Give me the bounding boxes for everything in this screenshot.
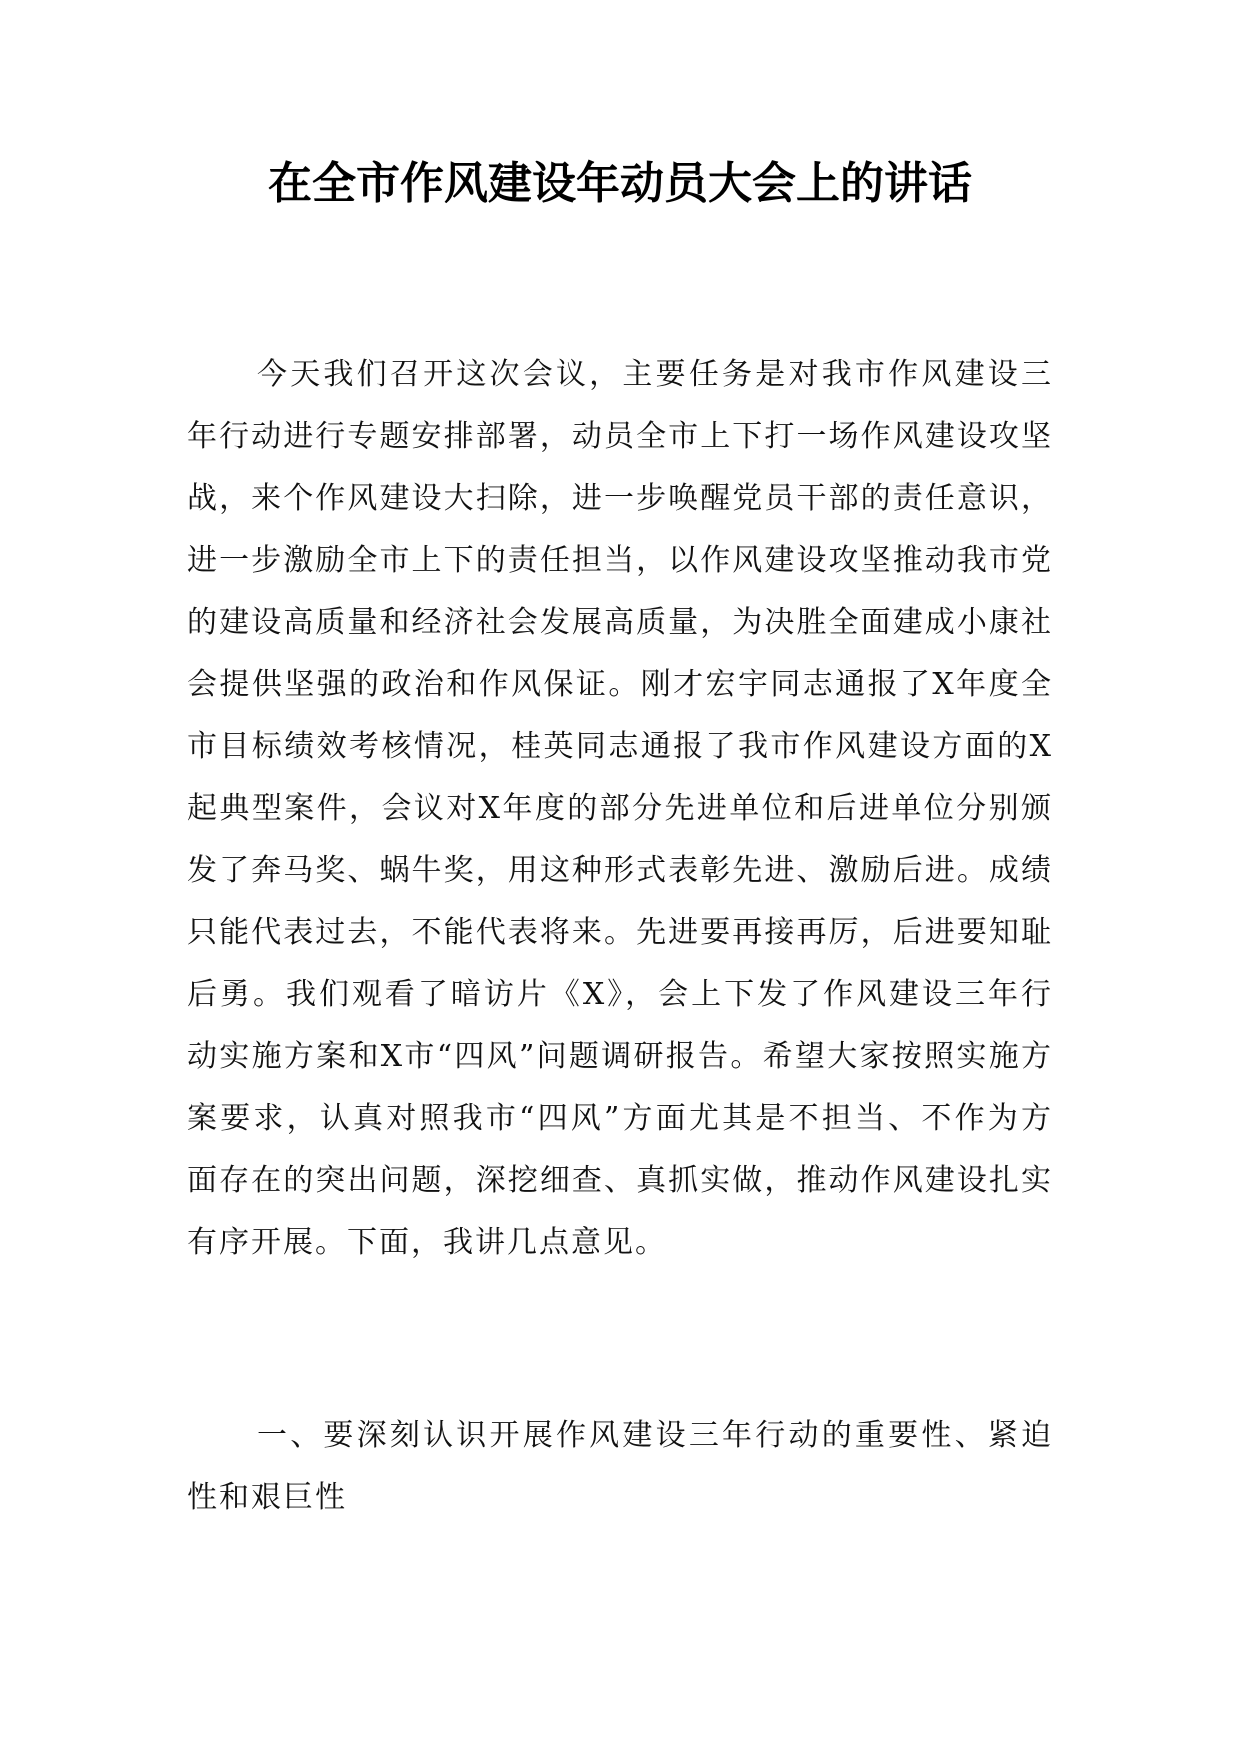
- section-heading: 一、要深刻认识开展作风建设三年行动的重要性、紧迫性和艰巨性: [187, 1418, 1053, 1515]
- document-title: 在全市作风建设年动员大会上的讲话: [268, 158, 972, 209]
- body-paragraph: 今天我们召开这次会议，主要任务是对我市作风建设三年行动进行专题安排部署，动员全市上下打一场作风建设攻坚战，来个作风建设大扫除，进一步唤醒党员干部的责任意识，进一步激励全市上下的责任担当，以作风建设攻坚推动我市党的建设高质量和经济社会发展高质量，为决胜全面建成小康社会提供坚强的政治和作风保证。刚才宏宇同志通报了X年度全市目标绩效考核情况，桂英同志通报了我市作风建设方面的X起典型案件，会议对X年度的部分先进单位和后进单位分别颁发了奔马奖、蜗牛奖，用这种形式表彰先进、激励后进。成绩只能代表过去，不能代表将来。先进要再接再厉，后进要知耻后勇。我们观看了暗访片《X》，会上下发了作风建设三年行动实施方案和X市“四风”问题调研报告。希望大家按照实施方案要求，认真对照我市“四风”方面尤其是不担当、不作为方面存在的突出问题，深挖细查、真抓实做，推动作风建设扎实有序开展。下面，我讲几点意见。: [187, 357, 1053, 1260]
